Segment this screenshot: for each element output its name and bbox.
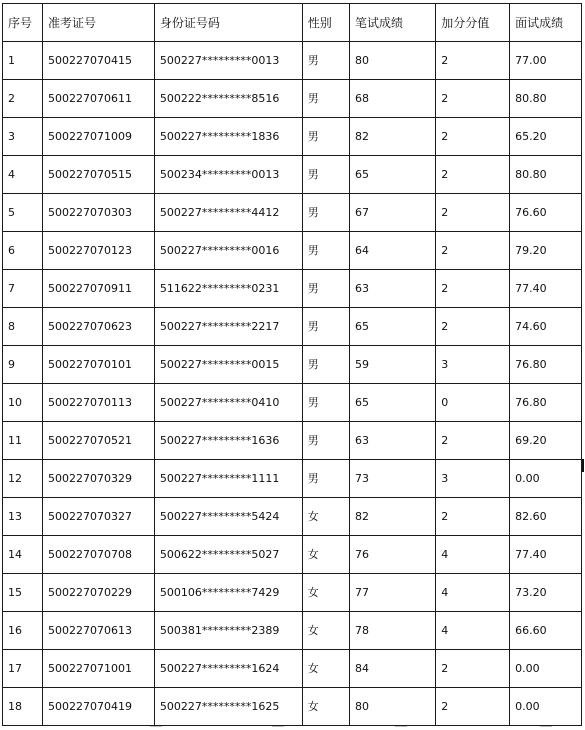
cell-exam-number: 500227070911 [43,270,155,308]
cell-gender: 女 [302,498,349,536]
cell-seq: 13 [3,498,43,536]
cell-written-score: 80 [349,42,435,80]
table-row [3,384,582,422]
cell-interview-score: 0.00 [510,688,582,726]
cell-interview-score: 66.60 [510,612,582,650]
table-row [3,536,582,574]
cell-id-number: 500227*********1624 [154,650,302,688]
cell-exam-number: 500227070415 [43,42,155,80]
cell-interview-score: 79.20 [510,232,582,270]
cell-id-number: 500234*********0013 [154,156,302,194]
cell-written-score: 64 [349,232,435,270]
table-row [3,80,582,118]
table-header-row [3,4,582,42]
table-row [3,574,582,612]
cell-seq: 14 [3,536,43,574]
cell-id-number: 500227*********0016 [154,232,302,270]
header-id-number: 身份证号码 [154,4,302,42]
cell-gender: 男 [302,80,349,118]
cell-written-score: 78 [349,612,435,650]
cell-interview-score: 0.00 [510,650,582,688]
cell-gender: 男 [302,460,349,498]
cell-exam-number: 500227070303 [43,194,155,232]
cell-exam-number: 500227070123 [43,232,155,270]
cell-gender: 男 [302,384,349,422]
table-row [3,270,582,308]
table-row [3,118,582,156]
cell-interview-score: 80.80 [510,156,582,194]
cell-exam-number: 500227070515 [43,156,155,194]
cell-gender: 男 [302,422,349,460]
cell-gender: 女 [302,688,349,726]
cell-written-score: 65 [349,156,435,194]
cell-written-score: 76 [349,536,435,574]
header-bonus-points: 加分分值 [436,4,510,42]
cell-gender: 女 [302,536,349,574]
header-interview-score: 面试成绩 [510,4,582,42]
cell-seq: 3 [3,118,43,156]
header-written-score: 笔试成绩 [349,4,435,42]
cell-exam-number: 500227070611 [43,80,155,118]
cell-seq: 4 [3,156,43,194]
cell-written-score: 82 [349,498,435,536]
cell-exam-number: 500227070613 [43,612,155,650]
cell-interview-score: 76.80 [510,384,582,422]
cell-exam-number: 500227070113 [43,384,155,422]
cell-interview-score: 0.00 [510,460,582,498]
cell-id-number: 511622*********0231 [154,270,302,308]
cell-gender: 男 [302,42,349,80]
cell-seq: 7 [3,270,43,308]
edge-marker [582,459,584,472]
cell-interview-score: 76.60 [510,194,582,232]
cell-gender: 男 [302,346,349,384]
cell-bonus-points: 2 [436,156,510,194]
cell-exam-number: 500227070327 [43,498,155,536]
cell-id-number: 500227*********2217 [154,308,302,346]
cell-id-number: 500381*********2389 [154,612,302,650]
cell-bonus-points: 3 [436,460,510,498]
cell-id-number: 500222*********8516 [154,80,302,118]
table-row [3,42,582,80]
cell-seq: 11 [3,422,43,460]
cell-interview-score: 77.00 [510,42,582,80]
cell-gender: 女 [302,612,349,650]
cell-seq: 2 [3,80,43,118]
cell-id-number: 500227*********1111 [154,460,302,498]
cell-interview-score: 76.80 [510,346,582,384]
cell-id-number: 500227*********0013 [154,42,302,80]
cell-written-score: 63 [349,270,435,308]
cell-bonus-points: 2 [436,498,510,536]
cell-gender: 女 [302,650,349,688]
table-row [3,232,582,270]
cell-exam-number: 500227070623 [43,308,155,346]
cell-exam-number: 500227071001 [43,650,155,688]
cell-interview-score: 65.20 [510,118,582,156]
table-row [3,308,582,346]
cell-seq: 15 [3,574,43,612]
cell-exam-number: 500227070419 [43,688,155,726]
cell-id-number: 500227*********1636 [154,422,302,460]
cell-interview-score: 69.20 [510,422,582,460]
table-row [3,650,582,688]
table-row [3,194,582,232]
cell-bonus-points: 4 [436,574,510,612]
table-row [3,498,582,536]
cell-bonus-points: 2 [436,42,510,80]
cell-bonus-points: 3 [436,346,510,384]
cell-interview-score: 80.80 [510,80,582,118]
cell-exam-number: 500227070101 [43,346,155,384]
cell-exam-number: 500227070521 [43,422,155,460]
cell-id-number: 500227*********1836 [154,118,302,156]
cell-bonus-points: 2 [436,118,510,156]
header-gender: 性别 [302,4,349,42]
table-body [3,42,582,726]
cell-written-score: 59 [349,346,435,384]
cell-gender: 男 [302,156,349,194]
cell-exam-number: 500227071009 [43,118,155,156]
cell-interview-score: 74.60 [510,308,582,346]
cell-id-number: 500227*********0015 [154,346,302,384]
cell-id-number: 500622*********5027 [154,536,302,574]
cell-bonus-points: 2 [436,688,510,726]
cell-bonus-points: 2 [436,80,510,118]
cell-seq: 16 [3,612,43,650]
cell-exam-number: 500227070229 [43,574,155,612]
cell-gender: 男 [302,194,349,232]
cell-interview-score: 73.20 [510,574,582,612]
cell-written-score: 84 [349,650,435,688]
cell-id-number: 500227*********5424 [154,498,302,536]
cell-interview-score: 77.40 [510,536,582,574]
cell-gender: 男 [302,270,349,308]
cell-bonus-points: 2 [436,650,510,688]
table-row [3,460,582,498]
cell-seq: 8 [3,308,43,346]
table-row [3,156,582,194]
cell-gender: 女 [302,574,349,612]
table-row [3,346,582,384]
cell-gender: 男 [302,118,349,156]
cell-written-score: 82 [349,118,435,156]
cell-bonus-points: 2 [436,270,510,308]
cell-bonus-points: 2 [436,422,510,460]
cell-id-number: 500227*********4412 [154,194,302,232]
cell-seq: 17 [3,650,43,688]
cell-written-score: 65 [349,384,435,422]
cell-written-score: 67 [349,194,435,232]
cell-seq: 1 [3,42,43,80]
cell-interview-score: 82.60 [510,498,582,536]
cell-gender: 男 [302,308,349,346]
header-exam-number: 准考证号 [43,4,155,42]
cell-seq: 9 [3,346,43,384]
cell-gender: 男 [302,232,349,270]
cell-written-score: 68 [349,80,435,118]
cell-bonus-points: 4 [436,536,510,574]
table-row [3,688,582,726]
cell-written-score: 77 [349,574,435,612]
cell-exam-number: 500227070708 [43,536,155,574]
cell-written-score: 63 [349,422,435,460]
table-row [3,612,582,650]
cell-seq: 10 [3,384,43,422]
cell-bonus-points: 2 [436,194,510,232]
cell-seq: 12 [3,460,43,498]
cell-interview-score: 77.40 [510,270,582,308]
cell-seq: 18 [3,688,43,726]
cell-written-score: 80 [349,688,435,726]
score-table [2,3,582,726]
cell-exam-number: 500227070329 [43,460,155,498]
cell-bonus-points: 2 [436,308,510,346]
cell-id-number: 500106*********7429 [154,574,302,612]
cell-written-score: 65 [349,308,435,346]
cell-id-number: 500227*********1625 [154,688,302,726]
table-row [3,422,582,460]
header-seq: 序号 [3,4,43,42]
cell-written-score: 73 [349,460,435,498]
page-bottom-marks [0,724,585,730]
cell-bonus-points: 0 [436,384,510,422]
cell-bonus-points: 2 [436,232,510,270]
cell-seq: 6 [3,232,43,270]
cell-bonus-points: 4 [436,612,510,650]
cell-id-number: 500227*********0410 [154,384,302,422]
cell-seq: 5 [3,194,43,232]
